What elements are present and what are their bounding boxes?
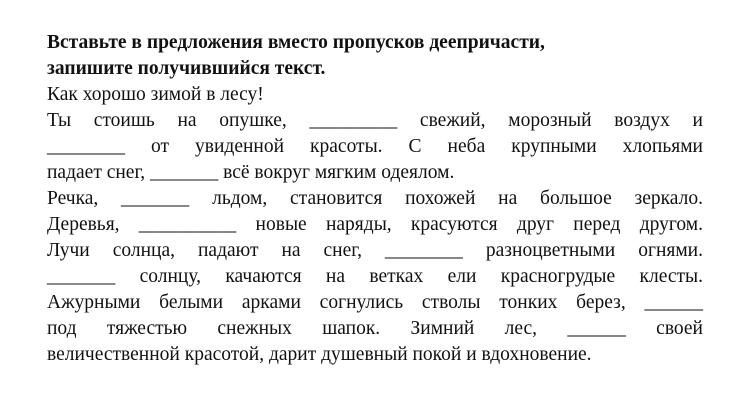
task-heading — [47, 30, 703, 82]
text-line: падает снег, _______ всё вокруг мягким одеялом. — [47, 162, 455, 183]
text-title: Как хорошо зимой в лесу! — [47, 84, 264, 105]
text-line: _______ солнцу, качаются на ветках ели красногрудые клесты. — [47, 266, 703, 287]
text-line: под тяжестью снежных шапок. Зимний лес, ______ своей — [47, 318, 703, 339]
task-heading-line-2: запишите получившийся текст. — [47, 58, 326, 79]
exercise-text — [47, 108, 703, 368]
exercise-page — [47, 30, 703, 368]
text-line: Ажурными белыми арками согнулись стволы тонких берез, ______ — [47, 292, 703, 313]
text-line: ________ от увиденной красоты. С неба крупными хлопьями — [47, 136, 703, 157]
text-line: Ты стоишь на опушке, _________ свежий, морозный воздух и — [47, 110, 703, 131]
text-line: величественной красотой, дарит душевный покой и вдохновение. — [47, 344, 592, 365]
text-line: Речка, _______ льдом, становится похожей на большое зеркало. — [47, 188, 703, 209]
text-line: Деревья, __________ новые наряды, красуются друг перед другом. — [47, 214, 703, 235]
text-line: Лучи солнца, падают на снег, ________ разноцветными огнями. — [47, 240, 703, 261]
task-heading-line-1: Вставьте в предложения вместо пропусков деепричасти, — [47, 32, 545, 53]
